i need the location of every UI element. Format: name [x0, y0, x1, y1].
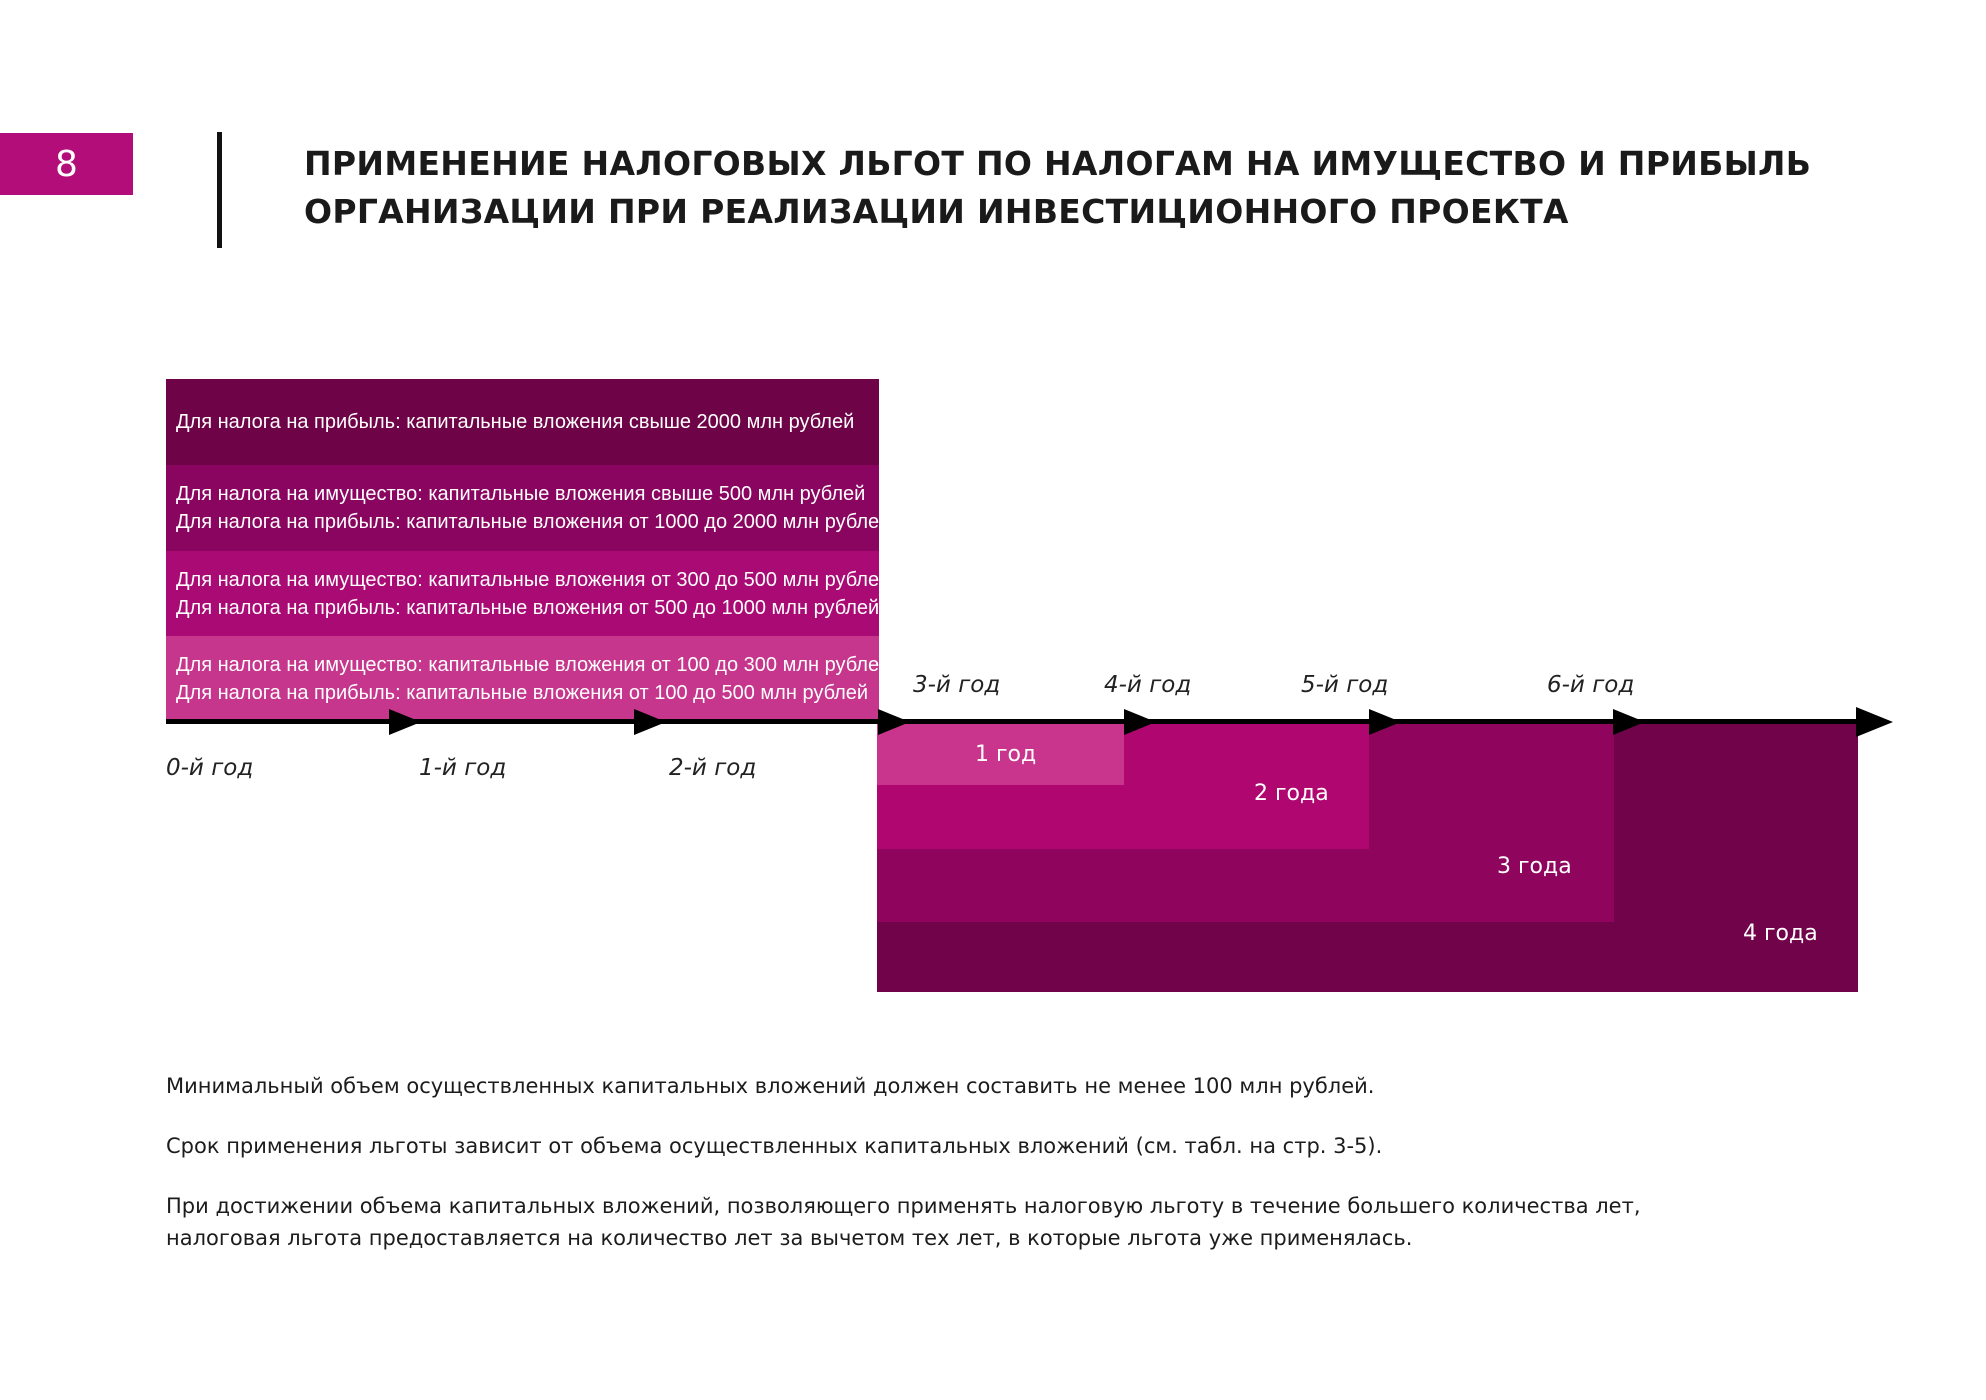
page-number-badge — [0, 133, 133, 195]
note-text: Минимальный объем осуществленных капитальных вложений должен составить не менее 100 млн рублей. — [166, 1074, 1375, 1098]
year-label-4: 4-й год — [1104, 672, 1192, 698]
duration-label: 4 года — [1743, 921, 1818, 946]
note-minimum-investment — [166, 1070, 1726, 1102]
title-divider — [217, 132, 222, 248]
note-text: налоговая льгота предоставляется на количество лет за вычетом тех лет, в которые льгота уже применялась. — [166, 1226, 1413, 1250]
threshold-band-100-500 — [166, 636, 891, 721]
threshold-band-500-2000 — [166, 465, 891, 551]
note-text: При достижении объема капитальных вложений, позволяющего применять налоговую льготу в течение большего количества лет, — [166, 1194, 1641, 1218]
year-label-2: 2-й год — [669, 755, 757, 781]
page-title — [304, 140, 1812, 236]
year-label-5: 5-й год — [1301, 672, 1389, 698]
page-title-line-1: ПРИМЕНЕНИЕ НАЛОГОВЫХ ЛЬГОТ ПО НАЛОГАМ НА ИМУЩЕСТВО И ПРИБЫЛЬ — [304, 144, 1812, 183]
page-number: 8 — [55, 143, 78, 185]
note-benefit-term — [166, 1130, 1726, 1162]
year-label-3: 3-й год — [913, 672, 1001, 698]
band-text: Для налога на прибыль: капитальные вложения от 1000 до 2000 млн рублей — [176, 511, 891, 533]
year-label-6: 6-й год — [1547, 672, 1635, 698]
year-label-1: 1-й год — [419, 755, 507, 781]
duration-label: 2 года — [1254, 781, 1329, 806]
band-text: Для налога на имущество: капитальные вложения свыше 500 млн рублей — [176, 483, 866, 505]
duration-label: 3 года — [1497, 854, 1572, 879]
band-text: Для налога на прибыль: капитальные вложения свыше 2000 млн рублей — [176, 411, 855, 433]
threshold-band-profit-over-2000 — [166, 379, 879, 465]
duration-label: 1 год — [975, 742, 1037, 767]
duration-block-1-year — [877, 721, 1124, 785]
note-text: Срок применения льготы зависит от объема осуществленных капитальных вложений (см. табл. на стр. 3-5). — [166, 1134, 1383, 1158]
note-benefit-recalculation — [166, 1190, 1726, 1254]
band-text: Для налога на имущество: капитальные вложения от 100 до 300 млн рублей — [176, 653, 891, 676]
year-label-0: 0-й год — [166, 755, 254, 781]
timeline-arrowhead-icon — [1856, 707, 1893, 737]
band-text: Для налога на прибыль: капитальные вложения от 500 до 1000 млн рублей — [176, 596, 880, 619]
page-title-line-2: ОРГАНИЗАЦИИ ПРИ РЕАЛИЗАЦИИ ИНВЕСТИЦИОННОГО ПРОЕКТА — [304, 192, 1569, 231]
threshold-band-300-1000 — [166, 551, 891, 636]
band-text: Для налога на имущество: капитальные вложения от 300 до 500 млн рублей — [176, 568, 891, 591]
band-text: Для налога на прибыль: капитальные вложения от 100 до 500 млн рублей — [176, 681, 869, 704]
